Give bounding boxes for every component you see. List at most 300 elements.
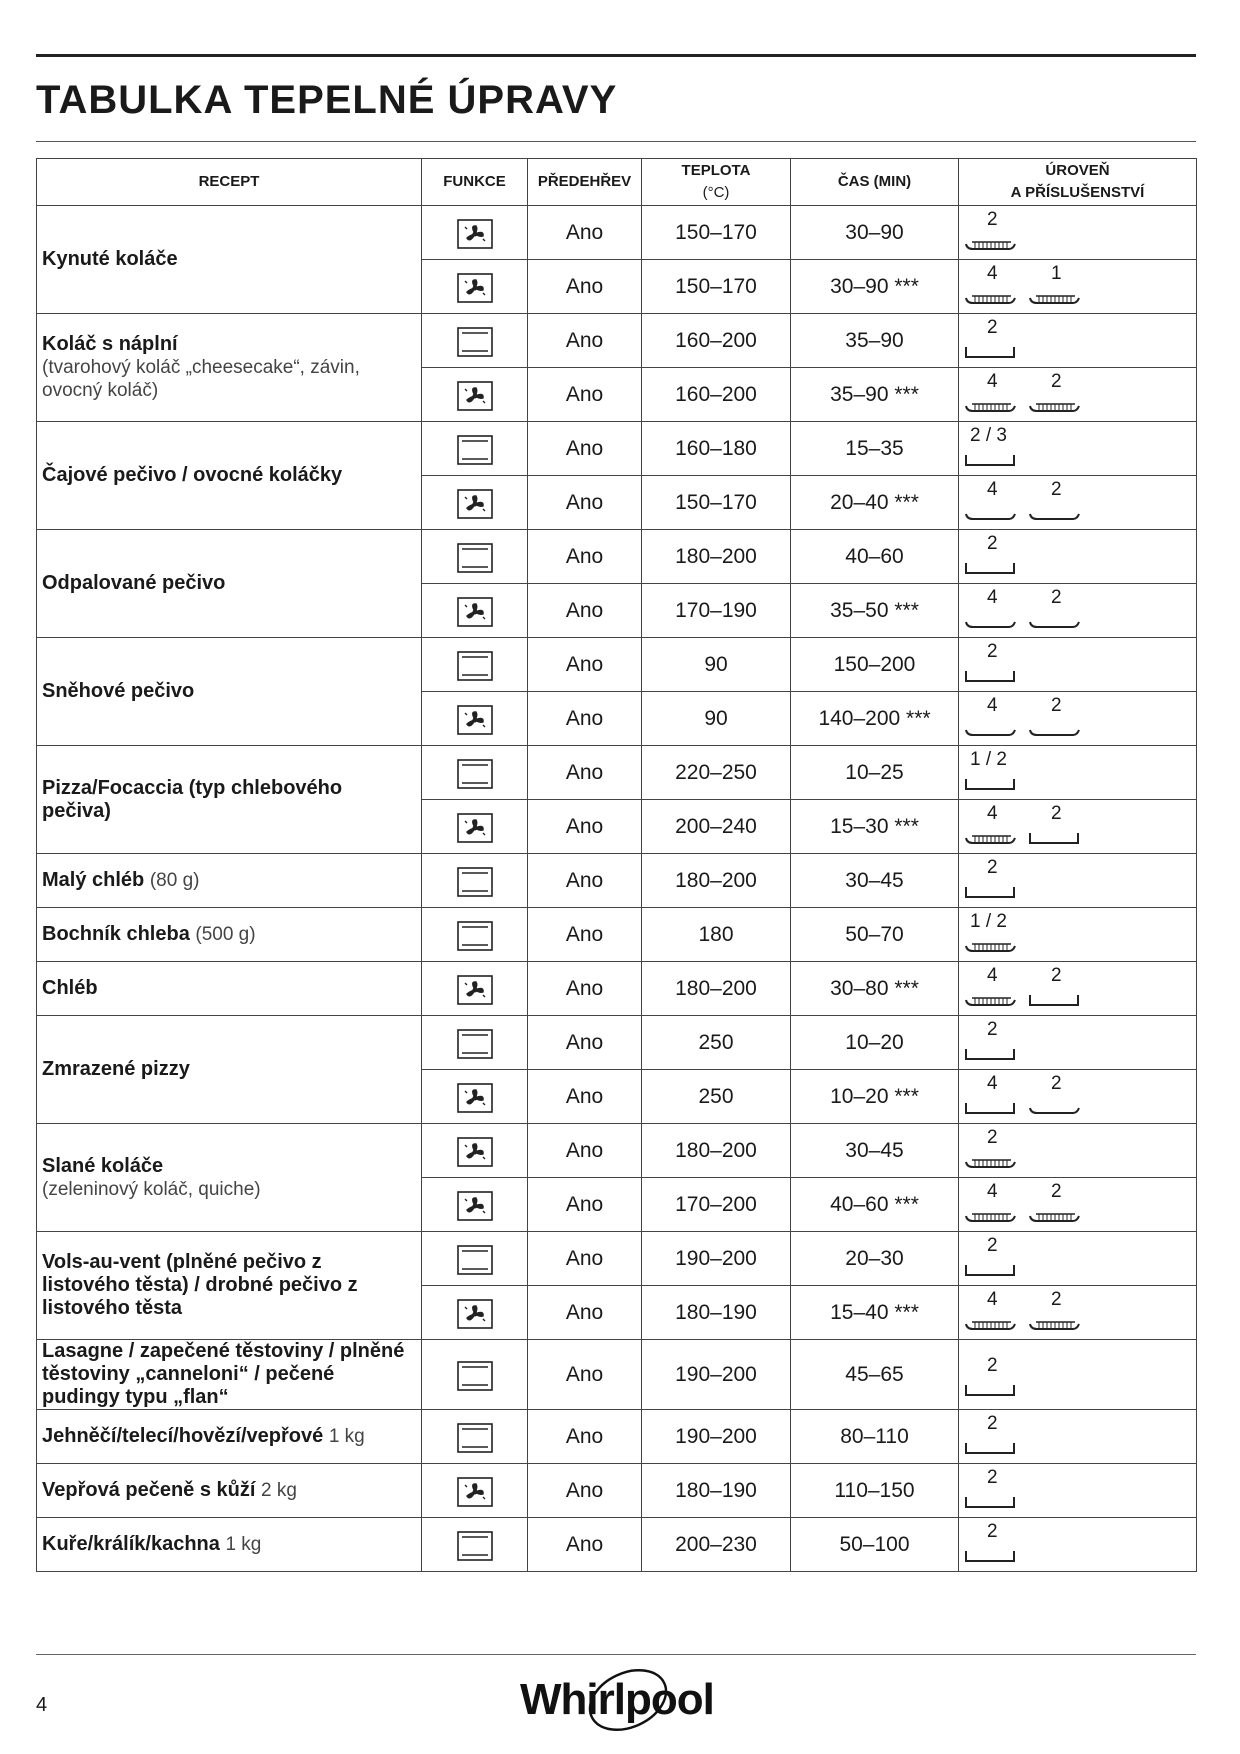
table-body xyxy=(37,206,1197,1572)
preheat-cell: Ano xyxy=(528,1178,642,1232)
time-cell: 45–65 xyxy=(791,1340,959,1410)
tray-icon xyxy=(963,775,1019,793)
table-row xyxy=(37,1016,1197,1070)
fan-function-icon xyxy=(457,273,493,303)
shelf-level: 4 xyxy=(987,1073,998,1094)
recipe-name-cell xyxy=(37,1340,422,1410)
preheat-cell: Ano xyxy=(528,260,642,314)
shelf-level: 4 xyxy=(987,1289,998,1310)
recipe-name: Kuře/králík/kachna xyxy=(42,1533,220,1555)
function-cell xyxy=(422,1178,528,1232)
function-cell xyxy=(422,638,528,692)
baking-tray-icon xyxy=(963,721,1019,739)
header-preheat: PŘEDEHŘEV xyxy=(528,159,642,206)
time-cell: 10–20 xyxy=(791,1016,959,1070)
conventional-function-icon xyxy=(457,1361,493,1391)
preheat-cell: Ano xyxy=(528,1124,642,1178)
preheat-cell: Ano xyxy=(528,476,642,530)
baking-tray-icon xyxy=(1027,721,1083,739)
tray-icon xyxy=(963,1547,1019,1565)
recipe-name: Jehněčí/telecí/hovězí/vepřové xyxy=(42,1425,324,1447)
header-recipe: RECEPT xyxy=(37,159,422,206)
tray-icon xyxy=(963,1045,1019,1063)
accessory-group xyxy=(959,1126,1196,1175)
recipe-name: Slané koláče xyxy=(42,1154,164,1177)
recipe-note: (tvarohový koláč „cheesecake“, závin, ovocný koláč) xyxy=(42,357,360,401)
tray-icon xyxy=(1027,991,1083,1009)
rack-tray-icon xyxy=(1027,397,1083,415)
time-cell: 35–90 xyxy=(791,314,959,368)
temperature-cell: 180 xyxy=(642,908,791,962)
function-cell xyxy=(422,692,528,746)
baking-tray-icon xyxy=(1027,613,1083,631)
recipe-name: Pizza/Focaccia (typ chlebového pečiva) xyxy=(42,776,343,822)
rack-tray-icon xyxy=(963,829,1019,847)
fan-function-icon xyxy=(457,1299,493,1329)
temperature-cell: 250 xyxy=(642,1070,791,1124)
accessory-group xyxy=(959,262,1196,311)
shelf-level: 2 xyxy=(1051,587,1062,608)
table-row xyxy=(37,1464,1197,1518)
preheat-cell: Ano xyxy=(528,1016,642,1070)
tray-icon xyxy=(963,1099,1019,1117)
level-accessory-cell xyxy=(959,260,1197,314)
time-cell: 30–90 *** xyxy=(791,260,959,314)
function-cell xyxy=(422,260,528,314)
fan-function-icon xyxy=(457,705,493,735)
baking-tray-icon xyxy=(1027,1099,1083,1117)
temperature-cell: 180–200 xyxy=(642,962,791,1016)
accessory-group xyxy=(959,1412,1196,1461)
function-cell xyxy=(422,1340,528,1410)
function-cell xyxy=(422,908,528,962)
accessory-group xyxy=(959,1466,1196,1515)
function-cell xyxy=(422,1232,528,1286)
table-row xyxy=(37,1410,1197,1464)
accessory-group xyxy=(959,694,1196,743)
temperature-cell: 190–200 xyxy=(642,1232,791,1286)
shelf-level: 2 xyxy=(987,1127,998,1148)
shelf-level: 2 xyxy=(1051,479,1062,500)
header-temperature-line2: (°C) xyxy=(702,184,730,201)
temperature-cell: 160–200 xyxy=(642,368,791,422)
function-cell xyxy=(422,1070,528,1124)
recipe-name-cell xyxy=(37,1464,422,1518)
function-cell xyxy=(422,962,528,1016)
time-cell: 80–110 xyxy=(791,1410,959,1464)
recipe-name-cell xyxy=(37,206,422,314)
time-cell: 20–30 xyxy=(791,1232,959,1286)
table-row xyxy=(37,206,1197,260)
recipe-note: (80 g) xyxy=(149,870,200,891)
level-accessory-cell xyxy=(959,422,1197,476)
shelf-level: 2 xyxy=(987,317,998,338)
accessory-group xyxy=(959,748,1196,797)
baking-tray-icon xyxy=(1027,505,1083,523)
preheat-cell: Ano xyxy=(528,206,642,260)
level-accessory-cell xyxy=(959,692,1197,746)
temperature-cell: 180–190 xyxy=(642,1286,791,1340)
level-accessory-cell xyxy=(959,368,1197,422)
accessory-group xyxy=(959,424,1196,473)
header-level xyxy=(959,159,1197,206)
recipe-name: Koláč s náplní xyxy=(42,333,178,355)
level-accessory-cell xyxy=(959,1232,1197,1286)
conventional-function-icon xyxy=(457,921,493,951)
temperature-cell: 90 xyxy=(642,638,791,692)
conventional-function-icon xyxy=(457,759,493,789)
recipe-name-cell xyxy=(37,1124,422,1232)
shelf-level: 2 xyxy=(1051,803,1062,824)
tray-icon xyxy=(963,667,1019,685)
function-cell xyxy=(422,800,528,854)
preheat-cell: Ano xyxy=(528,1340,642,1410)
page-number: 4 xyxy=(36,1694,48,1716)
shelf-level: 4 xyxy=(987,479,998,500)
accessory-group xyxy=(959,478,1196,527)
function-cell xyxy=(422,1124,528,1178)
recipe-name-cell xyxy=(37,746,422,854)
header-temperature-line1: TEPLOTA xyxy=(681,162,751,179)
temperature-cell: 180–200 xyxy=(642,530,791,584)
accessory-group xyxy=(959,532,1196,581)
preheat-cell: Ano xyxy=(528,1410,642,1464)
recipe-note: 2 kg xyxy=(261,1480,297,1501)
shelf-level: 4 xyxy=(987,695,998,716)
shelf-level: 2 xyxy=(987,857,998,878)
preheat-cell: Ano xyxy=(528,746,642,800)
fan-function-icon xyxy=(457,219,493,249)
recipe-name: Vepřová pečeně s kůží xyxy=(42,1479,256,1501)
header-function: FUNKCE xyxy=(422,159,528,206)
rack-tray-icon xyxy=(963,991,1019,1009)
level-accessory-cell xyxy=(959,1464,1197,1518)
table-row xyxy=(37,1518,1197,1572)
tray-icon xyxy=(963,1493,1019,1511)
accessory-group xyxy=(959,1018,1196,1067)
time-cell: 40–60 xyxy=(791,530,959,584)
temperature-cell: 160–200 xyxy=(642,314,791,368)
level-accessory-cell xyxy=(959,908,1197,962)
accessory-group xyxy=(959,1343,1196,1407)
table-row xyxy=(37,1124,1197,1178)
accessory-group xyxy=(959,586,1196,635)
temperature-cell: 150–170 xyxy=(642,206,791,260)
function-cell xyxy=(422,584,528,638)
shelf-level: 2 xyxy=(987,1521,998,1542)
level-accessory-cell xyxy=(959,1016,1197,1070)
temperature-cell: 200–240 xyxy=(642,800,791,854)
time-cell: 50–70 xyxy=(791,908,959,962)
recipe-name-cell xyxy=(37,1518,422,1572)
level-accessory-cell xyxy=(959,584,1197,638)
time-cell: 15–30 *** xyxy=(791,800,959,854)
logo-wordmark: Whirlpool xyxy=(520,1675,714,1724)
conventional-function-icon xyxy=(457,1531,493,1561)
temperature-cell: 200–230 xyxy=(642,1518,791,1572)
recipe-name: Vols-au-vent (plněné pečivo z listového těsta) / drobné pečivo z listového těsta xyxy=(42,1251,358,1319)
function-cell xyxy=(422,206,528,260)
conventional-function-icon xyxy=(457,435,493,465)
conventional-function-icon xyxy=(457,543,493,573)
accessory-group xyxy=(959,1520,1196,1569)
shelf-level: 2 xyxy=(1051,965,1062,986)
level-accessory-cell xyxy=(959,1070,1197,1124)
function-cell xyxy=(422,476,528,530)
preheat-cell: Ano xyxy=(528,962,642,1016)
level-accessory-cell xyxy=(959,638,1197,692)
preheat-cell: Ano xyxy=(528,1070,642,1124)
accessory-group xyxy=(959,316,1196,365)
shelf-level: 4 xyxy=(987,965,998,986)
accessory-group xyxy=(959,910,1196,959)
accessory-group xyxy=(959,1072,1196,1121)
preheat-cell: Ano xyxy=(528,1286,642,1340)
recipe-name: Čajové pečivo / ovocné koláčky xyxy=(42,464,343,486)
accessory-group xyxy=(959,1180,1196,1229)
fan-function-icon xyxy=(457,813,493,843)
table-row xyxy=(37,1232,1197,1286)
rack-tray-icon xyxy=(1027,289,1083,307)
temperature-cell: 150–170 xyxy=(642,476,791,530)
rack-tray-icon xyxy=(963,937,1019,955)
whirlpool-logo xyxy=(516,1668,726,1732)
shelf-level: 1 xyxy=(1051,263,1062,284)
tray-icon xyxy=(1027,829,1083,847)
temperature-cell: 150–170 xyxy=(642,260,791,314)
shelf-level: 2 xyxy=(1051,371,1062,392)
shelf-level: 2 xyxy=(1051,695,1062,716)
shelf-level: 1 / 2 xyxy=(970,749,1007,770)
shelf-level: 2 / 3 xyxy=(970,425,1007,446)
conventional-function-icon xyxy=(457,1245,493,1275)
fan-function-icon xyxy=(457,381,493,411)
temperature-cell: 160–180 xyxy=(642,422,791,476)
time-cell: 110–150 xyxy=(791,1464,959,1518)
preheat-cell: Ano xyxy=(528,854,642,908)
level-accessory-cell xyxy=(959,1124,1197,1178)
function-cell xyxy=(422,422,528,476)
function-cell xyxy=(422,314,528,368)
time-cell: 40–60 *** xyxy=(791,1178,959,1232)
shelf-level: 2 xyxy=(1051,1073,1062,1094)
time-cell: 20–40 *** xyxy=(791,476,959,530)
title-rule xyxy=(36,141,1196,142)
recipe-name: Kynuté koláče xyxy=(42,248,178,270)
header-time: ČAS (MIN) xyxy=(791,159,959,206)
tray-icon xyxy=(963,1381,1019,1399)
shelf-level: 2 xyxy=(987,1354,998,1376)
conventional-function-icon xyxy=(457,651,493,681)
function-cell xyxy=(422,1518,528,1572)
table-row xyxy=(37,422,1197,476)
time-cell: 35–50 *** xyxy=(791,584,959,638)
time-cell: 150–200 xyxy=(791,638,959,692)
time-cell: 10–20 *** xyxy=(791,1070,959,1124)
level-accessory-cell xyxy=(959,314,1197,368)
temperature-cell: 190–200 xyxy=(642,1410,791,1464)
tray-icon xyxy=(963,1439,1019,1457)
shelf-level: 2 xyxy=(987,209,998,230)
shelf-level: 1 / 2 xyxy=(970,911,1007,932)
shelf-level: 4 xyxy=(987,263,998,284)
table-row xyxy=(37,908,1197,962)
recipe-note: (zeleninový koláč, quiche) xyxy=(42,1178,261,1200)
tray-icon xyxy=(963,559,1019,577)
temperature-cell: 170–190 xyxy=(642,584,791,638)
time-cell: 140–200 *** xyxy=(791,692,959,746)
level-accessory-cell xyxy=(959,206,1197,260)
preheat-cell: Ano xyxy=(528,422,642,476)
time-cell: 30–45 xyxy=(791,854,959,908)
recipe-name: Lasagne / zapečené těstoviny / plněné těstoviny „canneloni“ / pečené pudingy typu „flan“ xyxy=(42,1340,405,1408)
function-cell xyxy=(422,368,528,422)
preheat-cell: Ano xyxy=(528,1464,642,1518)
level-accessory-cell xyxy=(959,1286,1197,1340)
time-cell: 10–25 xyxy=(791,746,959,800)
shelf-level: 2 xyxy=(987,1467,998,1488)
page-title: TABULKA TEPELNÉ ÚPRAVY xyxy=(36,78,618,122)
table-header-row xyxy=(37,159,1197,206)
time-cell: 35–90 *** xyxy=(791,368,959,422)
fan-function-icon xyxy=(457,1137,493,1167)
temperature-cell: 250 xyxy=(642,1016,791,1070)
temperature-cell: 180–200 xyxy=(642,1124,791,1178)
recipe-name: Malý chléb xyxy=(42,869,145,891)
tray-icon xyxy=(963,1261,1019,1279)
function-cell xyxy=(422,1410,528,1464)
shelf-level: 4 xyxy=(987,371,998,392)
time-cell: 15–35 xyxy=(791,422,959,476)
shelf-level: 2 xyxy=(987,1235,998,1256)
level-accessory-cell xyxy=(959,1340,1197,1410)
tray-icon xyxy=(963,343,1019,361)
rack-tray-icon xyxy=(963,289,1019,307)
level-accessory-cell xyxy=(959,1178,1197,1232)
temperature-cell: 170–200 xyxy=(642,1178,791,1232)
rack-tray-icon xyxy=(1027,1207,1083,1225)
function-cell xyxy=(422,530,528,584)
rack-tray-icon xyxy=(963,235,1019,253)
shelf-level: 2 xyxy=(1051,1289,1062,1310)
header-level-line2: A PŘÍSLUŠENSTVÍ xyxy=(1010,184,1145,201)
shelf-level: 2 xyxy=(987,533,998,554)
recipe-note: (500 g) xyxy=(195,924,256,945)
rack-tray-icon xyxy=(963,1315,1019,1333)
preheat-cell: Ano xyxy=(528,692,642,746)
tray-icon xyxy=(963,883,1019,901)
recipe-name-cell xyxy=(37,638,422,746)
recipe-name-cell xyxy=(37,1016,422,1124)
recipe-name: Chléb xyxy=(42,977,98,999)
preheat-cell: Ano xyxy=(528,368,642,422)
shelf-level: 2 xyxy=(987,1413,998,1434)
table-row xyxy=(37,530,1197,584)
temperature-cell: 180–190 xyxy=(642,1464,791,1518)
conventional-function-icon xyxy=(457,1029,493,1059)
rack-tray-icon xyxy=(963,1153,1019,1171)
shelf-level: 2 xyxy=(1051,1181,1062,1202)
fan-function-icon xyxy=(457,597,493,627)
time-cell: 30–80 *** xyxy=(791,962,959,1016)
fan-function-icon xyxy=(457,975,493,1005)
header-temperature xyxy=(642,159,791,206)
accessory-group xyxy=(959,640,1196,689)
recipe-name-cell xyxy=(37,530,422,638)
temperature-cell: 180–200 xyxy=(642,854,791,908)
recipe-note: 1 kg xyxy=(225,1534,262,1555)
accessory-group xyxy=(959,1234,1196,1283)
temperature-cell: 220–250 xyxy=(642,746,791,800)
conventional-function-icon xyxy=(457,1423,493,1453)
recipe-name-cell xyxy=(37,314,422,422)
temperature-cell: 90 xyxy=(642,692,791,746)
recipe-name-cell xyxy=(37,908,422,962)
function-cell xyxy=(422,746,528,800)
recipe-name-cell xyxy=(37,1410,422,1464)
recipe-name: Odpalované pečivo xyxy=(42,572,226,594)
accessory-group xyxy=(959,208,1196,257)
recipe-name-cell xyxy=(37,962,422,1016)
temperature-cell: 190–200 xyxy=(642,1340,791,1410)
recipe-name-cell xyxy=(37,422,422,530)
tray-icon xyxy=(963,451,1019,469)
baking-tray-icon xyxy=(963,505,1019,523)
recipe-name-cell xyxy=(37,1232,422,1340)
shelf-level: 2 xyxy=(987,1019,998,1040)
fan-function-icon xyxy=(457,1083,493,1113)
fan-function-icon xyxy=(457,1477,493,1507)
preheat-cell: Ano xyxy=(528,800,642,854)
accessory-group xyxy=(959,856,1196,905)
time-cell: 50–100 xyxy=(791,1518,959,1572)
level-accessory-cell xyxy=(959,962,1197,1016)
recipe-note: 1 kg xyxy=(328,1426,365,1447)
preheat-cell: Ano xyxy=(528,1232,642,1286)
recipe-name: Sněhové pečivo xyxy=(42,680,195,702)
table-row xyxy=(37,962,1197,1016)
table-row xyxy=(37,1340,1197,1410)
level-accessory-cell xyxy=(959,1518,1197,1572)
baking-tray-icon xyxy=(963,613,1019,631)
rack-tray-icon xyxy=(1027,1315,1083,1333)
fan-function-icon xyxy=(457,489,493,519)
accessory-group xyxy=(959,964,1196,1013)
fan-function-icon xyxy=(457,1191,493,1221)
accessory-group xyxy=(959,1288,1196,1337)
accessory-group xyxy=(959,370,1196,419)
preheat-cell: Ano xyxy=(528,314,642,368)
table-row xyxy=(37,314,1197,368)
level-accessory-cell xyxy=(959,476,1197,530)
table-row xyxy=(37,854,1197,908)
time-cell: 15–40 *** xyxy=(791,1286,959,1340)
level-accessory-cell xyxy=(959,1410,1197,1464)
preheat-cell: Ano xyxy=(528,584,642,638)
top-rule xyxy=(36,54,1196,57)
level-accessory-cell xyxy=(959,530,1197,584)
level-accessory-cell xyxy=(959,746,1197,800)
conventional-function-icon xyxy=(457,867,493,897)
preheat-cell: Ano xyxy=(528,908,642,962)
cooking-table xyxy=(36,158,1197,1572)
accessory-group xyxy=(959,802,1196,851)
function-cell xyxy=(422,854,528,908)
rack-tray-icon xyxy=(963,1207,1019,1225)
shelf-level: 4 xyxy=(987,803,998,824)
shelf-level: 2 xyxy=(987,641,998,662)
rack-tray-icon xyxy=(963,397,1019,415)
